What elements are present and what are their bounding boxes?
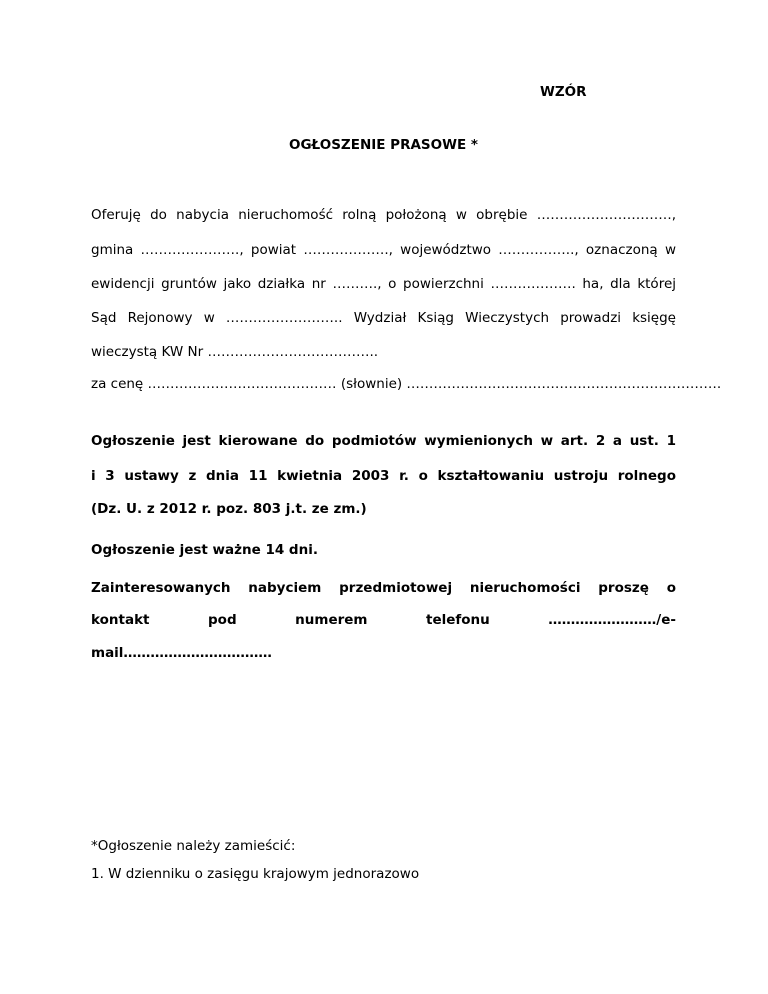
contact-line-1: Zainteresowanych nabyciem przedmiotowej nieruchomości proszę o <box>91 580 676 596</box>
template-label: WZÓR <box>540 84 587 100</box>
contact-line-2: kontakt pod numerem telefonu ……………………/e- <box>91 612 676 628</box>
validity-notice: Ogłoszenie jest ważne 14 dni. <box>91 542 318 558</box>
document-title: OGŁOSZENIE PRASOWE * <box>288 137 478 153</box>
offer-line-5: wieczystą KW Nr ……………………………….. <box>91 344 379 360</box>
notice-line-1: Ogłoszenie jest kierowane do podmiotów wymienionych w art. 2 a ust. 1 <box>91 433 676 449</box>
notice-line-3: (Dz. U. z 2012 r. poz. 803 j.t. ze zm.) <box>91 501 367 517</box>
footnote-intro: *Ogłoszenie należy zamieścić: <box>91 838 296 854</box>
offer-line-4: Sąd Rejonowy w …………………….. Wydział Ksiąg Wieczystych prowadzi księgę <box>91 310 676 326</box>
document-page <box>91 0 722 994</box>
offer-line-1: Oferuję do nabycia nieruchomość rolną położoną w obrębie …………………………, <box>91 207 676 223</box>
contact-line-3: mail…………………………… <box>91 645 272 661</box>
notice-line-2: i 3 ustawy z dnia 11 kwietnia 2003 r. o kształtowaniu ustroju rolnego <box>91 468 676 484</box>
offer-line-3: ewidencji gruntów jako działka nr ………., o powierzchni ………………. ha, dla której <box>91 276 676 292</box>
offer-line-2: gmina …………………., powiat ………………., województwo …………….., oznaczoną w <box>91 242 676 258</box>
footnote-item-1: 1. W dzienniku o zasięgu krajowym jednorazowo <box>91 866 420 882</box>
offer-price-line: za cenę …………………………………… (słownie) ……………………………………………………………. <box>91 376 722 392</box>
